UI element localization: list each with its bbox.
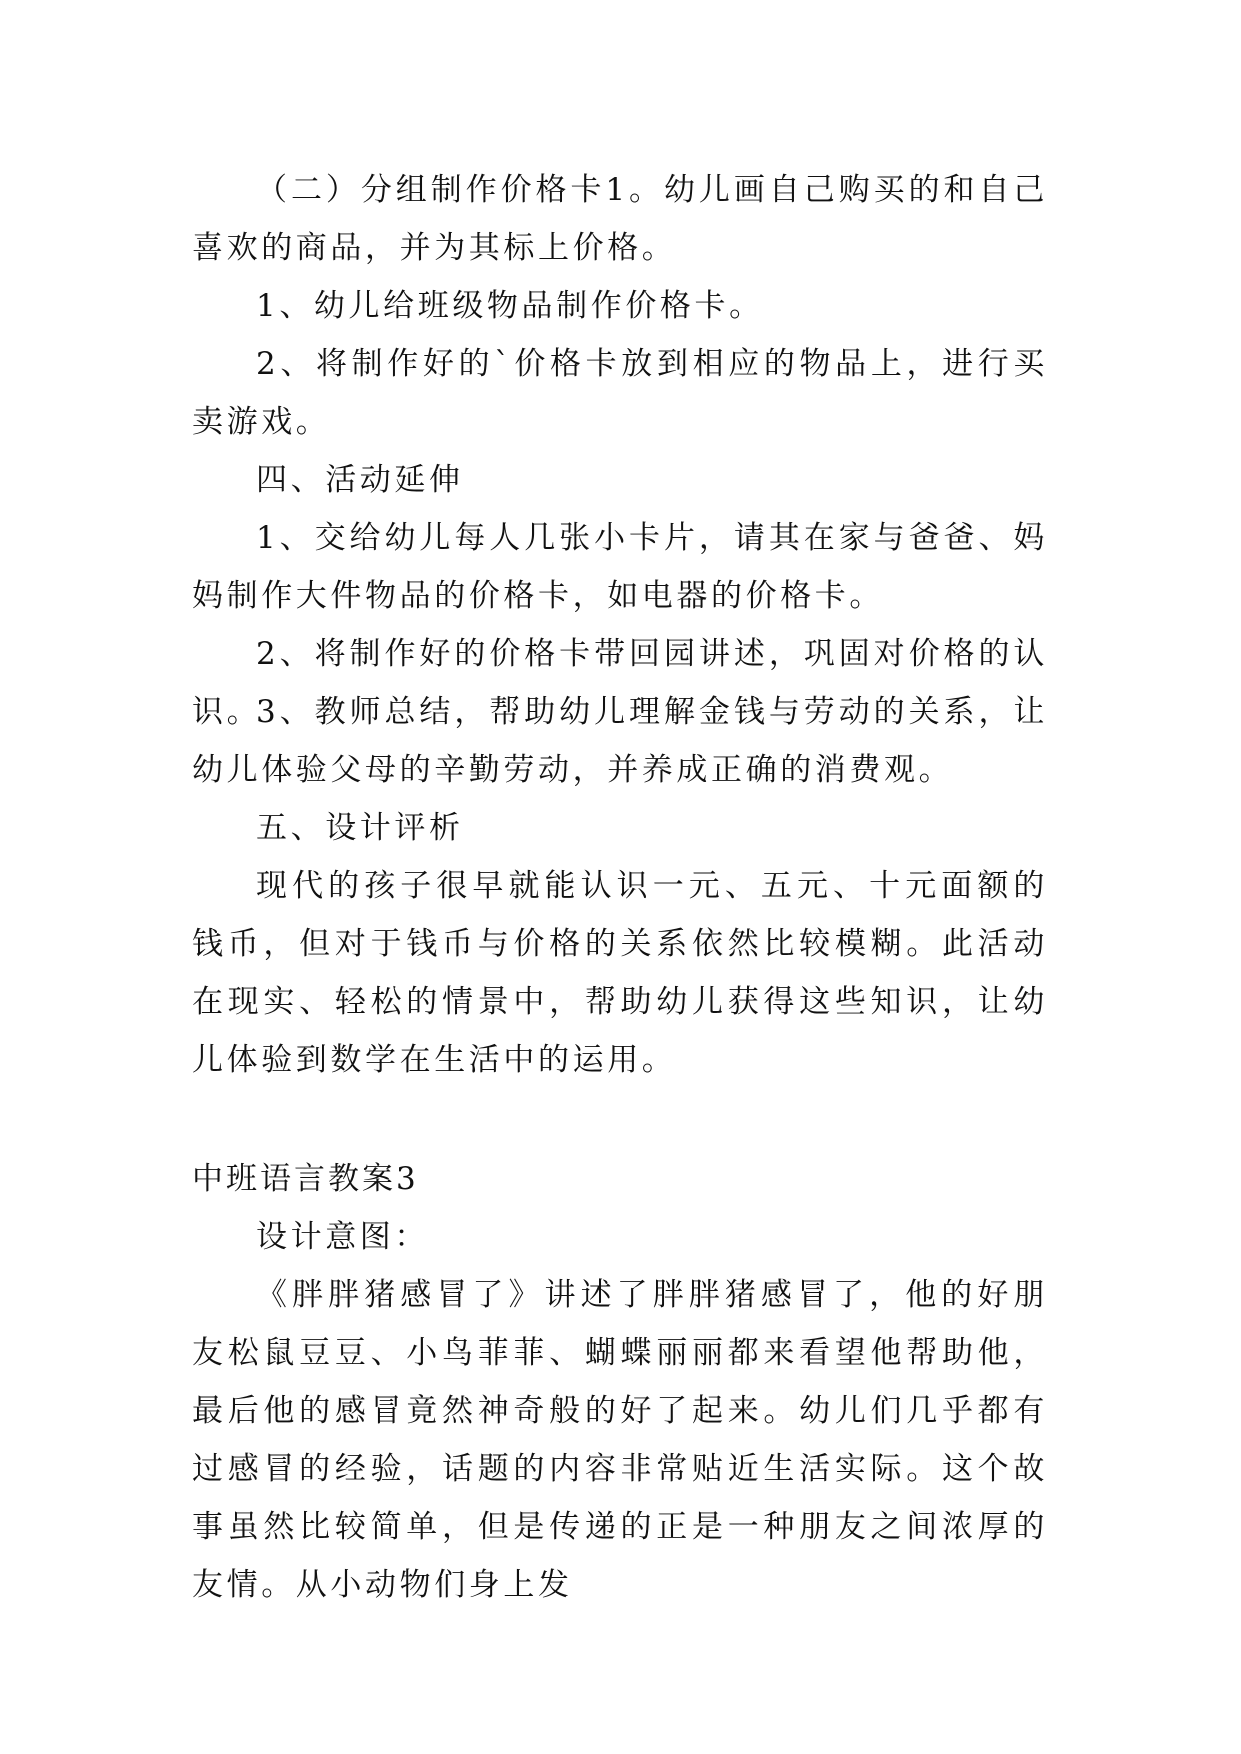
paragraph-trading-game: 2、将制作好的`价格卡放到相应的物品上，进行买卖游戏。 bbox=[192, 346, 1048, 440]
section-heading-analysis: 五、设计评析 bbox=[256, 810, 464, 846]
document-title: 中班语言教案3 bbox=[192, 1161, 419, 1197]
section-heading-design-intent: 设计意图： bbox=[256, 1219, 429, 1255]
paragraph-teacher-summary: 3、教师总结，帮助幼儿理解金钱与劳动的关系，让幼儿体验父母的辛勤劳动，并养成正确的消费观。 bbox=[192, 694, 1048, 788]
section-heading-extension: 四、活动延伸 bbox=[256, 462, 464, 498]
paragraph-home-cards: 1、交给幼儿每人几张小卡片，请其在家与爸爸、妈妈制作大件物品的价格卡，如电器的价格卡。 bbox=[192, 520, 1048, 614]
paragraph-analysis: 现代的孩子很早就能认识一元、五元、十元面额的钱币，但对于钱币与价格的关系依然比较模糊。此活动在现实、轻松的情景中，帮助幼儿获得这些知识，让幼儿体验到数学在生活中的运用。 bbox=[192, 868, 1048, 1078]
paragraph-retell: 2、将制作好的价格卡带回园讲述，巩固对价格的认识。 bbox=[192, 636, 1048, 730]
paragraph-class-items: 1、幼儿给班级物品制作价格卡。 bbox=[256, 288, 764, 324]
paragraph-price-card-groups: （二）分组制作价格卡1。幼儿画自己购买的和自己喜欢的商品，并为其标上价格。 bbox=[192, 172, 1048, 266]
paragraph-story-intro: 《胖胖猪感冒了》讲述了胖胖猪感冒了，他的好朋友松鼠豆豆、小鸟菲菲、蝴蝶丽丽都来看望他帮助他，最后他的感冒竟然神奇般的好了起来。幼儿们几乎都有过感冒的经验，话题的内容非常贴近生活实际。这个故事虽然比较简单，但是传递的正是一种朋友之间浓厚的友情。从小动物们身上发 bbox=[192, 1277, 1048, 1603]
